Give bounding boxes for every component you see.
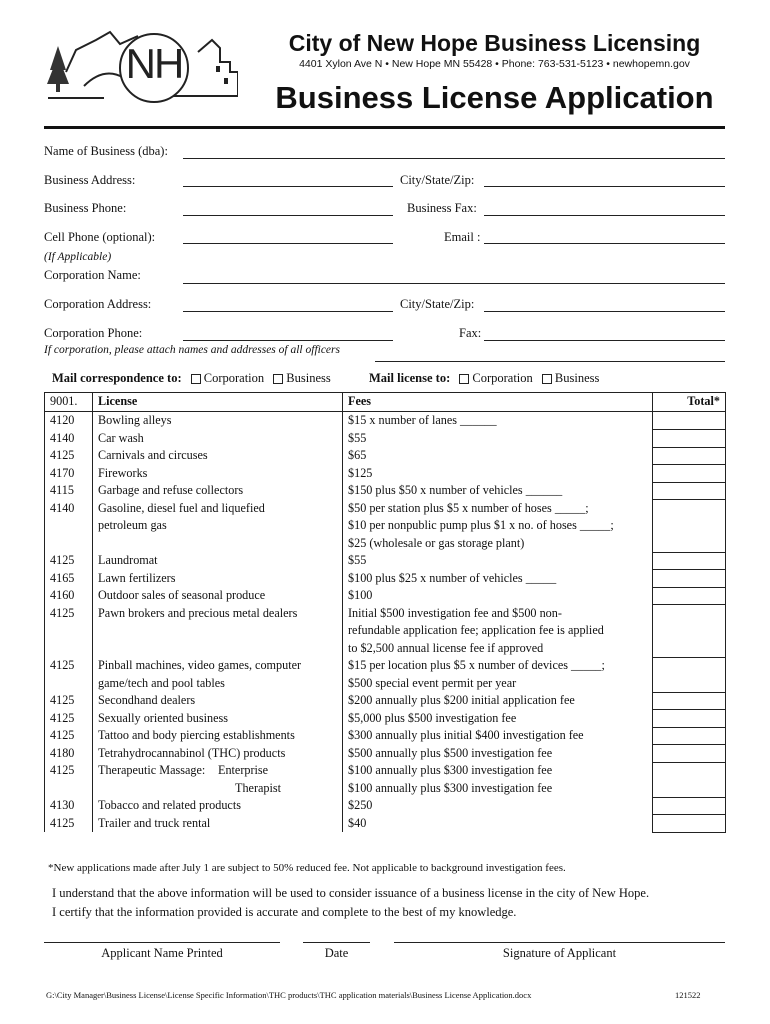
fee-text: $125 xyxy=(348,465,373,480)
corporation-note-line xyxy=(375,361,725,362)
license-name-cell xyxy=(93,815,343,833)
table-row xyxy=(45,815,726,833)
business-phone-label: Business Phone: xyxy=(44,201,127,215)
license-name-cell xyxy=(93,745,343,763)
applicant-name-field[interactable] xyxy=(44,942,280,943)
fee-text: $25 (wholesale or gas storage plant) xyxy=(348,535,525,550)
license-code: 4125 xyxy=(45,692,93,710)
contact-line: 4401 Xylon Ave N • New Hope MN 55428 • Phone: 763-531-5123 • newhopemn.gov xyxy=(299,58,690,70)
fee-text: $15 x number of lanes ______ xyxy=(348,413,497,427)
header-fees: Fees xyxy=(343,393,653,412)
corporation-address-label: Corporation Address: xyxy=(44,297,152,311)
total-field[interactable] xyxy=(653,447,726,465)
license-code: 4120 xyxy=(45,412,93,430)
license-name: Laundromat xyxy=(98,553,158,567)
license-code: 4125 xyxy=(45,605,93,658)
fee-text: $150 plus $50 x number of vehicles ______ xyxy=(348,483,563,497)
email-field[interactable] xyxy=(484,243,725,244)
license-name-cell xyxy=(93,605,343,658)
total-field[interactable] xyxy=(653,430,726,448)
license-name: Carnivals and circuses xyxy=(98,448,208,462)
date-label: Date xyxy=(324,946,349,960)
fee-cell xyxy=(343,447,653,465)
license-subtype: Therapist xyxy=(235,780,282,795)
fee-text: $55 xyxy=(348,430,367,445)
signature-label: Signature of Applicant xyxy=(502,946,617,960)
fee-text: $5,000 plus $500 investigation fee xyxy=(348,710,517,725)
cell-phone-label: Cell Phone (optional): xyxy=(44,230,156,244)
license-code: 4180 xyxy=(45,745,93,763)
table-row xyxy=(45,797,726,815)
name-of-business-label: Name of Business (dba): xyxy=(44,144,168,158)
total-field[interactable] xyxy=(653,692,726,710)
total-field[interactable] xyxy=(653,745,726,763)
table-row xyxy=(45,745,726,763)
footer-code: 121522 xyxy=(675,990,701,1000)
total-field[interactable] xyxy=(653,605,726,658)
table-row xyxy=(45,657,726,692)
license-code: 4165 xyxy=(45,570,93,588)
license-name-cell xyxy=(93,552,343,570)
mail-license-label: Mail license to: xyxy=(369,371,451,385)
if-applicable-note: (If Applicable) xyxy=(44,251,112,263)
corp-city-state-zip-field[interactable] xyxy=(484,311,725,312)
header-license: License xyxy=(93,393,343,412)
license-business-checkbox[interactable] xyxy=(542,374,552,384)
table-row xyxy=(45,500,726,553)
license-name: Secondhand dealers xyxy=(98,693,196,707)
city-state-zip-field[interactable] xyxy=(484,186,725,187)
org-title: City of New Hope Business Licensing xyxy=(288,30,701,56)
fee-text: Initial $500 investigation fee and $500 non- xyxy=(348,605,562,620)
fee-text: $40 xyxy=(348,815,367,830)
license-subtype: Enterprise xyxy=(218,763,269,777)
fee-text: $100 annually plus $300 investigation fee xyxy=(348,780,553,795)
table-row xyxy=(45,430,726,448)
fee-cell xyxy=(343,500,653,553)
table-row xyxy=(45,587,726,605)
license-code: 4125 xyxy=(45,727,93,745)
license-name-cell xyxy=(93,797,343,815)
table-row xyxy=(45,552,726,570)
fee-text: $300 annually plus initial $400 investigation fee xyxy=(348,728,584,742)
fee-cell xyxy=(343,552,653,570)
total-field[interactable] xyxy=(653,482,726,500)
table-row xyxy=(45,605,726,658)
fee-cell xyxy=(343,605,653,658)
license-code: 4125 xyxy=(45,657,93,692)
table-header-row xyxy=(45,393,726,412)
total-field[interactable] xyxy=(653,412,726,430)
license-name: Fireworks xyxy=(98,465,148,480)
license-code: 4125 xyxy=(45,447,93,465)
fee-text: $500 annually plus $500 investigation fee xyxy=(348,745,553,760)
total-field[interactable] xyxy=(653,657,726,692)
business-fax-label: Business Fax: xyxy=(407,201,477,215)
fee-text: $100 annually plus $300 investigation fee xyxy=(348,763,553,777)
fee-cell xyxy=(343,727,653,745)
corporation-name-field[interactable] xyxy=(183,283,725,284)
fee-cell xyxy=(343,657,653,692)
license-name-cell xyxy=(93,762,343,797)
fee-cell xyxy=(343,587,653,605)
fee-cell xyxy=(343,762,653,797)
city-state-zip-label: City/State/Zip: xyxy=(400,173,475,187)
license-code: 4130 xyxy=(45,797,93,815)
mail-correspondence xyxy=(52,371,331,386)
table-row xyxy=(45,762,726,797)
table-body xyxy=(45,412,726,833)
fee-text: $10 per nonpublic pump plus $1 x no. of hoses _____; xyxy=(348,518,614,532)
license-name-cont: game/tech and pool tables xyxy=(98,675,225,690)
license-name: Garbage and refuse collectors xyxy=(98,483,244,497)
total-field[interactable] xyxy=(653,727,726,745)
date-field[interactable] xyxy=(303,942,370,943)
applicant-name-label: Applicant Name Printed xyxy=(101,946,223,960)
fee-cell xyxy=(343,570,653,588)
license-corporation-checkbox[interactable] xyxy=(459,374,469,384)
fee-text: to $2,500 annual license fee if approved xyxy=(348,640,544,655)
license-code: 4125 xyxy=(45,815,93,833)
license-name: Tattoo and body piercing establishments xyxy=(98,728,295,742)
fee-text: $100 plus $25 x number of vehicles _____ xyxy=(348,570,557,585)
fee-text: $15 per location plus $5 x number of devices _____; xyxy=(348,658,605,672)
license-name: Gasoline, diesel fuel and liquefied xyxy=(98,500,265,515)
table-row xyxy=(45,465,726,483)
correspondence-business-checkbox[interactable] xyxy=(273,374,283,384)
license-name: Bowling alleys xyxy=(98,413,172,427)
corporation-phone-label: Corporation Phone: xyxy=(44,326,143,340)
business-fax-field[interactable] xyxy=(484,215,725,216)
table-row xyxy=(45,727,726,745)
fee-cell xyxy=(343,710,653,728)
table-row xyxy=(45,447,726,465)
correspondence-business-label: Business xyxy=(286,371,331,385)
email-label: Email : xyxy=(444,230,481,244)
corporation-address-field[interactable] xyxy=(183,311,393,312)
license-name: Outdoor sales of seasonal produce xyxy=(98,588,266,602)
mail-license xyxy=(369,371,599,386)
certification-line-1: I understand that the above information will be used to consider issuance of a business license in the city of New Hope. xyxy=(52,886,650,900)
license-name-cell xyxy=(93,692,343,710)
total-field[interactable] xyxy=(653,815,726,833)
fee-text: $200 annually plus $200 initial application fee xyxy=(348,693,575,707)
business-address-field[interactable] xyxy=(183,186,393,187)
fee-text: $55 xyxy=(348,553,367,567)
fee-cell xyxy=(343,797,653,815)
license-name: Pinball machines, video games, computer xyxy=(98,658,302,672)
corp-city-state-zip-label: City/State/Zip: xyxy=(400,297,475,311)
license-name-cell xyxy=(93,465,343,483)
table-row xyxy=(45,710,726,728)
fee-text: $250 xyxy=(348,798,373,812)
fee-cell xyxy=(343,465,653,483)
license-name: Car wash xyxy=(98,430,144,445)
license-code: 4125 xyxy=(45,762,93,797)
total-field[interactable] xyxy=(653,465,726,483)
table-row xyxy=(45,482,726,500)
license-name-cell xyxy=(93,727,343,745)
footnote: *New applications made after July 1 are subject to 50% reduced fee. Not applicable to background investigation fees. xyxy=(48,862,566,874)
fee-text: $50 per station plus $5 x number of hoses _____; xyxy=(348,500,589,515)
license-name: Tobacco and related products xyxy=(98,798,241,812)
mail-correspondence-label: Mail correspondence to: xyxy=(52,371,182,385)
fee-text: $100 xyxy=(348,588,373,602)
fee-cell xyxy=(343,412,653,430)
corporation-note: If corporation, please attach names and addresses of all officers xyxy=(44,344,340,356)
license-code: 4125 xyxy=(45,710,93,728)
license-fee-table xyxy=(44,392,726,833)
license-code: 4125 xyxy=(45,552,93,570)
license-name: Trailer and truck rental xyxy=(98,815,211,830)
corporation-name-label: Corporation Name: xyxy=(44,268,141,282)
license-code: 4170 xyxy=(45,465,93,483)
fee-text: refundable application fee; application fee is applied xyxy=(348,623,604,637)
fee-cell xyxy=(343,745,653,763)
correspondence-corporation-checkbox[interactable] xyxy=(191,374,201,384)
certification-line-2: I certify that the information provided is accurate and complete to the best of my knowledge. xyxy=(52,905,517,919)
license-name-cell xyxy=(93,570,343,588)
header-code: 9001. xyxy=(45,393,93,412)
license-name-cell xyxy=(93,412,343,430)
license-name-cell xyxy=(93,500,343,553)
license-name-cell xyxy=(93,587,343,605)
total-field[interactable] xyxy=(653,570,726,588)
license-code: 4140 xyxy=(45,430,93,448)
cell-phone-field[interactable] xyxy=(183,243,393,244)
signature-field[interactable] xyxy=(394,942,725,943)
table-row xyxy=(45,570,726,588)
license-name: Lawn fertilizers xyxy=(98,570,176,585)
license-code: 4140 xyxy=(45,500,93,553)
total-field[interactable] xyxy=(653,762,726,797)
logo-letters: NH xyxy=(125,40,183,87)
name-of-business-field[interactable] xyxy=(183,158,725,159)
license-name: Tetrahydrocannabinol (THC) products xyxy=(98,745,286,760)
license-name-cell xyxy=(93,710,343,728)
license-name: Pawn brokers and precious metal dealers xyxy=(98,605,298,620)
license-name-cell xyxy=(93,447,343,465)
doc-title: Business License Application xyxy=(275,80,714,115)
footer-file-path: G:\City Manager\Business License\License Specific Information\THC products\THC application materials\Business License Application.docx xyxy=(46,990,532,1000)
fee-text: $500 special event permit per year xyxy=(348,675,517,690)
license-name-cell xyxy=(93,430,343,448)
license-name: Therapeutic Massage: xyxy=(98,763,206,777)
fee-text: $65 xyxy=(348,448,367,462)
fee-cell xyxy=(343,430,653,448)
total-field[interactable] xyxy=(653,500,726,553)
corporation-phone-field[interactable] xyxy=(183,340,393,341)
fee-cell xyxy=(343,482,653,500)
license-business-label: Business xyxy=(554,371,600,385)
title-rule xyxy=(44,126,725,129)
license-corporation-label: Corporation xyxy=(472,371,533,385)
city-logo xyxy=(44,26,238,106)
total-field[interactable] xyxy=(653,797,726,815)
fax-field[interactable] xyxy=(484,340,725,341)
license-name: Sexually oriented business xyxy=(98,710,228,725)
total-field[interactable] xyxy=(653,552,726,570)
license-name-cell xyxy=(93,482,343,500)
table-row xyxy=(45,692,726,710)
total-field[interactable] xyxy=(653,587,726,605)
correspondence-corporation-label: Corporation xyxy=(203,371,265,385)
license-name-cell xyxy=(93,657,343,692)
header-total: Total* xyxy=(653,393,726,412)
business-phone-field[interactable] xyxy=(183,215,393,216)
fee-cell xyxy=(343,692,653,710)
license-code: 4160 xyxy=(45,587,93,605)
total-field[interactable] xyxy=(653,710,726,728)
license-code: 4115 xyxy=(45,482,93,500)
license-name-cont: petroleum gas xyxy=(98,518,167,532)
fax-label: Fax: xyxy=(459,326,482,340)
business-address-label: Business Address: xyxy=(44,173,136,187)
table-row xyxy=(45,412,726,430)
fee-cell xyxy=(343,815,653,833)
